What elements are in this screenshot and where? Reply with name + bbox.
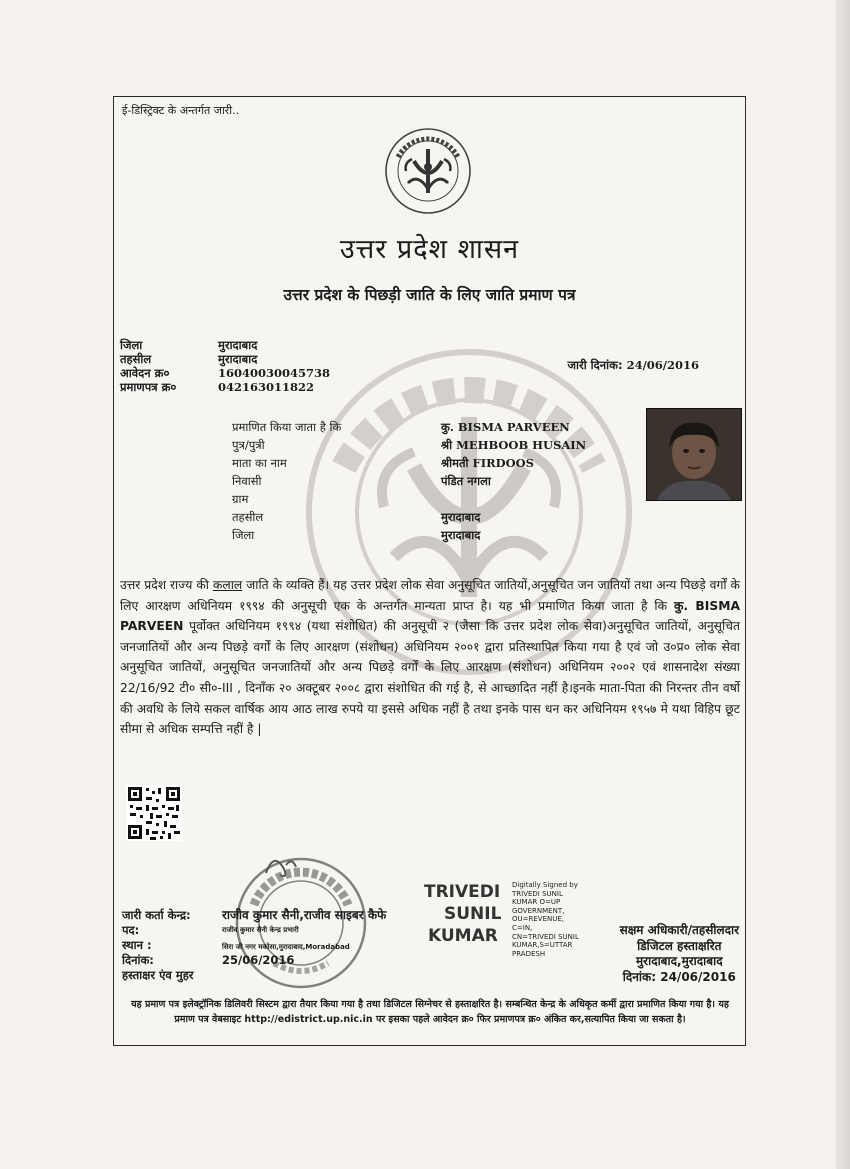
detail-value-resident: पंडित नगला <box>441 474 491 488</box>
authority-place: मुरादाबाद,मुरादाबाद <box>636 954 723 968</box>
issuer-center-label: जारी कर्ता केन्द्र: <box>122 908 191 922</box>
detail-label-district: जिला <box>232 528 255 542</box>
sig-detail-line: CN=TRIVEDI SUNIL <box>512 932 579 941</box>
competent-authority <box>620 923 739 985</box>
sig-detail-line: KUMAR,S=UTTAR <box>512 941 573 950</box>
applicant-portrait-icon <box>647 409 741 500</box>
issuer-post-value: राजीव कुमार सैनी केन्द्र प्रभारी <box>222 926 299 934</box>
detail-label-tehsil: तहसील <box>232 510 264 524</box>
issue-date-label: जारी दिनांक: <box>567 358 623 372</box>
meta-label-application-no: आवेदन क्र० <box>120 366 170 380</box>
up-emblem-logo <box>384 127 472 215</box>
sig-detail-line: PRADESH <box>512 949 546 958</box>
sig-detail-line: TRIVEDI SUNIL <box>512 889 563 898</box>
signer-name-line-1: TRIVEDI <box>424 882 501 902</box>
issuer-place-label: स्थान : <box>122 938 152 952</box>
signer-name-line-2: SUNIL <box>444 904 502 924</box>
qr-code <box>126 785 182 841</box>
issuer-center-value: राजीव कुमार सैनी,राजीव साइबर कैफे <box>222 908 387 922</box>
meta-label-district: जिला <box>120 338 143 352</box>
sig-detail-line: OU=REVENUE, C=IN, <box>512 915 565 932</box>
sig-detail-line: KUMAR O=UP <box>512 898 561 907</box>
certificate-title: उत्तर प्रदेश के पिछड़ी जाति के लिए जाति प्रमाण पत्र <box>283 286 576 304</box>
authority-date-value: 24/06/2016 <box>660 969 736 984</box>
digital-signature <box>424 881 584 958</box>
authority-title: सक्षम अधिकारी/तहसीलदार <box>619 923 739 937</box>
paper-edge <box>836 0 850 1169</box>
detail-value-district: मुरादाबाद <box>441 528 481 542</box>
certificate-body <box>120 575 740 740</box>
meta-label-tehsil: तहसील <box>120 352 152 366</box>
caste-name: कलाल <box>212 578 243 592</box>
meta-value-district: मुरादाबाद <box>218 338 258 352</box>
detail-value-mother: श्रीमती FIRDOOS <box>441 456 534 470</box>
caste-certificate <box>113 96 746 1046</box>
footer-note: यह प्रमाण पत्र इलेक्ट्रॉनिक डिलिवरी सिस्टम द्वारा तैयार किया गया है तथा डिजिटल सिग्नेचर से हस्ताक्षरित है। सम्बन्धित केन्द्र के अधिकृत कर्मी द्वारा प्रमाणित किया गया है। यह प्रमाण पत्र वेबसाइट http://edistrict.up.nic.in पर इसका पहले आवेदन क्र० फिर प्रमाणपत्र क्र० अंकित कर,सत्यापित किया जा सकता है। <box>131 999 729 1025</box>
detail-label-village: ग्राम <box>232 492 249 506</box>
detail-label-mother: माता का नाम <box>232 456 287 470</box>
issuer-date-label: दिनांक: <box>122 953 154 967</box>
body-part-3: पूर्वोक्त अधिनियम १९९४ (यथा संशोधित) की अनुसूची २ (जैसा कि उत्तर प्रदेश लोक सेवा)अनुसूचित जातियों, अनुसूचित जनजातियों और अन्य पिछड़े वर्गों के लिए आरक्षण (संशोधन) अधिनियम २००१ द्वारा प्रतिस्थापित किया गया है एवं जो उ०प्र० लोक सेवा अनुसूचित जातियों, अनुसूचित जनजातियों और अन्य पिछड़े वर्गों के लिए आरक्षण (संशोधन) अधिनियम २००२ एवं शासनादेश संख्या 22/16/92 टी० सी०-III , दिनाँक २० अक्टूबर २००८ द्वारा संशोधित की गई है, से आच्छादित नहीं है।इनके माता-पिता की निरन्तर तीन वर्षो की अवधि के लिये सकल वार्षिक आय आठ लाख रुपये या इससे अधिक नहीं है तथा इनके पास धन कर अधिनियम १९५७ मे यथा विहिप छूट सीमा से अधिक सम्पत्ति नहीं है | <box>120 619 740 737</box>
sig-detail-line: Digitally Signed by <box>512 881 578 889</box>
issuer-date-value: 25/06/2016 <box>222 953 295 967</box>
government-title: उत्तर प्रदेश शासन <box>339 234 520 265</box>
detail-value-name: कु. BISMA PARVEEN <box>441 420 570 434</box>
detail-label-certified: प्रमाणित किया जाता है कि <box>232 420 342 434</box>
detail-value-father: श्री MEHBOOB HUSAIN <box>441 438 587 452</box>
authority-date <box>620 970 739 986</box>
meta-value-application-no: 16040030045738 <box>218 366 331 380</box>
body-part-1: उत्तर प्रदेश राज्य की <box>120 578 209 592</box>
applicant-photo <box>646 408 742 501</box>
issue-date-value: 24/06/2016 <box>626 358 699 372</box>
issue-date <box>567 358 699 373</box>
detail-label-child-of: पुत्र/पुत्री <box>232 438 265 452</box>
body-part-2: जाति के व्यक्ति हैं। यह उत्तर प्रदेश लोक सेवा अनुसूचित जातियों,अनुसूचित जन जातियों तथा अन्य पिछड़े वर्गों के लिए आरक्षण अधिनियम १९९४ की अनुसूची एक के अन्तर्गत मान्यता प्राप्त है। यह भी प्रमाणित किया जाता है कि <box>120 578 740 613</box>
issuer-post-label: पद: <box>122 923 140 937</box>
body-applicant-name: कु. BISMA PARVEEN <box>120 598 740 634</box>
meta-value-tehsil: मुरादाबाद <box>218 352 258 366</box>
issued-under-note: ई-डिस्ट्रिक्ट के अन्तर्गत जारी.. <box>122 104 240 117</box>
issuer-sign-label: हस्ताक्षर एंव मुहर <box>122 968 194 982</box>
signer-name-line-3: KUMAR <box>428 926 498 946</box>
authority-date-label: दिनांक: <box>622 969 657 984</box>
detail-value-tehsil: मुरादाबाद <box>441 510 481 524</box>
sig-detail-line: GOVERNMENT, <box>512 906 565 915</box>
issuer-place-value: सिरा जी नगर मकोसा,मुरादाबाद,Moradabad <box>222 943 350 951</box>
signature-details <box>512 881 584 958</box>
detail-label-resident: निवासी <box>232 474 262 488</box>
authority-sign: डिजिटल हस्ताक्षरित <box>637 938 722 953</box>
meta-label-certificate-no: प्रमाणपत्र क्र० <box>120 380 177 394</box>
meta-value-certificate-no: 042163011822 <box>218 380 315 394</box>
